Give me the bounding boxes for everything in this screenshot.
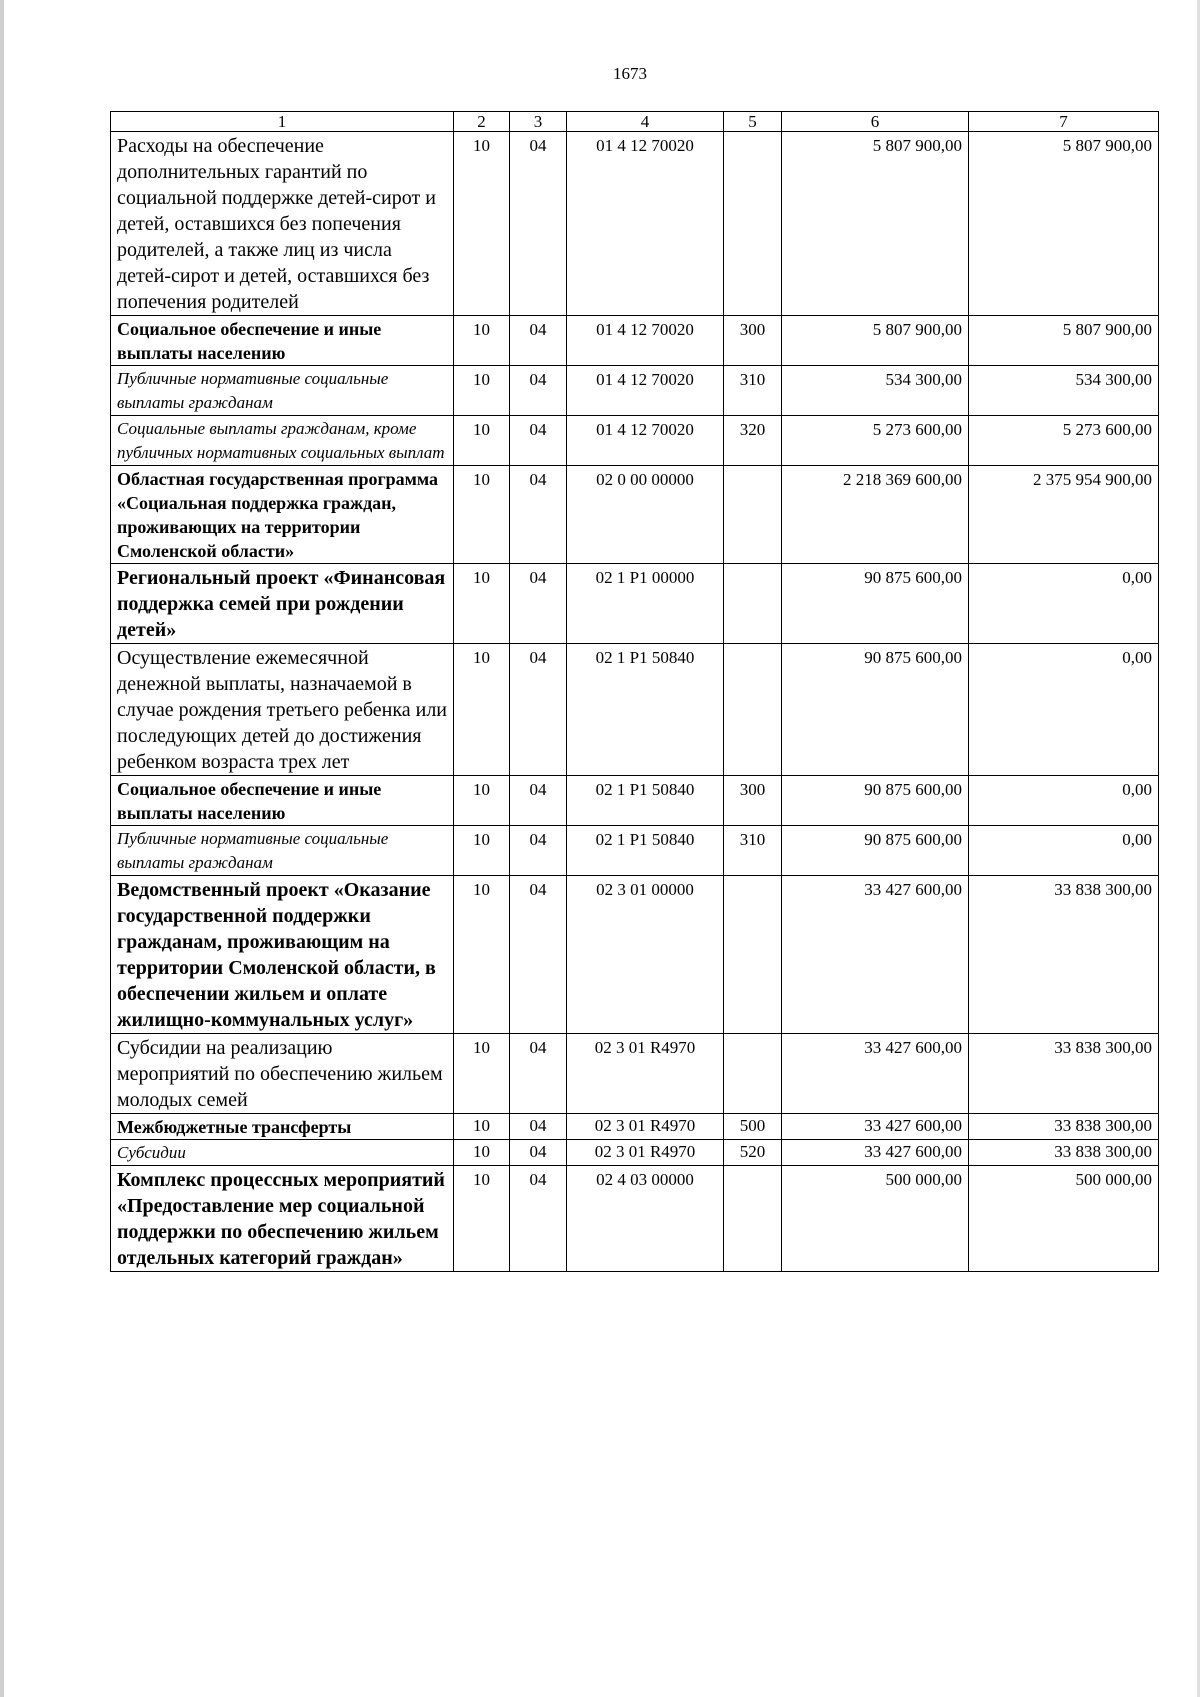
target-article-cell: 01 4 12 70020 [567, 316, 724, 366]
expense-type-cell: 300 [724, 776, 782, 826]
table-row [111, 1114, 1159, 1140]
expense-type-cell: 310 [724, 366, 782, 416]
section-code-cell: 10 [454, 564, 510, 644]
subsection-code-cell: 04 [510, 466, 567, 564]
table-row [111, 132, 1159, 316]
column-header: 1 [111, 112, 454, 132]
row-name-cell: Публичные нормативные социальные выплаты гражданам [111, 826, 454, 876]
table-row [111, 776, 1159, 826]
amount-year-2-cell: 500 000,00 [969, 1166, 1159, 1272]
amount-year-2-cell: 2 375 954 900,00 [969, 466, 1159, 564]
section-code-cell: 10 [454, 776, 510, 826]
section-code-cell: 10 [454, 132, 510, 316]
amount-year-2-cell: 0,00 [969, 776, 1159, 826]
expense-type-cell [724, 644, 782, 776]
subsection-code-cell: 04 [510, 316, 567, 366]
column-header: 7 [969, 112, 1159, 132]
target-article-cell: 02 3 01 R4970 [567, 1034, 724, 1114]
expense-type-cell [724, 876, 782, 1034]
expense-type-cell: 300 [724, 316, 782, 366]
expense-type-cell: 310 [724, 826, 782, 876]
amount-year-2-cell: 33 838 300,00 [969, 1140, 1159, 1166]
table-row [111, 366, 1159, 416]
expense-type-cell [724, 132, 782, 316]
table-row [111, 416, 1159, 466]
table-row [111, 316, 1159, 366]
target-article-cell: 02 3 01 00000 [567, 876, 724, 1034]
amount-year-2-cell: 33 838 300,00 [969, 876, 1159, 1034]
amount-year-1-cell: 534 300,00 [782, 366, 969, 416]
amount-year-2-cell: 534 300,00 [969, 366, 1159, 416]
amount-year-1-cell: 5 807 900,00 [782, 132, 969, 316]
expense-type-cell [724, 466, 782, 564]
amount-year-1-cell: 5 273 600,00 [782, 416, 969, 466]
expense-type-cell: 520 [724, 1140, 782, 1166]
row-name-cell: Социальное обеспечение и иные выплаты населению [111, 776, 454, 826]
column-number-row [111, 112, 1159, 132]
row-name-cell: Областная государственная программа «Социальная поддержка граждан, проживающих на территории Смоленской области» [111, 466, 454, 564]
subsection-code-cell: 04 [510, 876, 567, 1034]
amount-year-2-cell: 33 838 300,00 [969, 1114, 1159, 1140]
amount-year-1-cell: 90 875 600,00 [782, 826, 969, 876]
amount-year-1-cell: 33 427 600,00 [782, 1034, 969, 1114]
target-article-cell: 02 1 P1 50840 [567, 644, 724, 776]
section-code-cell: 10 [454, 876, 510, 1034]
section-code-cell: 10 [454, 1114, 510, 1140]
subsection-code-cell: 04 [510, 1166, 567, 1272]
expense-type-cell [724, 1034, 782, 1114]
page-number: 1673 [613, 64, 647, 83]
amount-year-1-cell: 33 427 600,00 [782, 1140, 969, 1166]
row-name-cell: Социальное обеспечение и иные выплаты населению [111, 316, 454, 366]
subsection-code-cell: 04 [510, 416, 567, 466]
amount-year-1-cell: 90 875 600,00 [782, 776, 969, 826]
amount-year-1-cell: 500 000,00 [782, 1166, 969, 1272]
row-name-cell: Комплекс процессных мероприятий «Предоставление мер социальной поддержки по обеспечению жильем отдельных категорий граждан» [111, 1166, 454, 1272]
table-row [111, 1140, 1159, 1166]
column-header: 6 [782, 112, 969, 132]
amount-year-2-cell: 33 838 300,00 [969, 1034, 1159, 1114]
table-row [111, 1034, 1159, 1114]
expense-type-cell [724, 564, 782, 644]
expense-type-cell: 320 [724, 416, 782, 466]
amount-year-2-cell: 0,00 [969, 826, 1159, 876]
scan-edge-left [0, 0, 4, 1697]
row-name-cell: Субсидии на реализацию мероприятий по обеспечению жильем молодых семей [111, 1034, 454, 1114]
subsection-code-cell: 04 [510, 644, 567, 776]
target-article-cell: 02 4 03 00000 [567, 1166, 724, 1272]
subsection-code-cell: 04 [510, 564, 567, 644]
row-name-cell: Ведомственный проект «Оказание государственной поддержки гражданам, проживающим на территории Смоленской области, в обеспечении жильем и оплате жилищно-коммунальных услуг» [111, 876, 454, 1034]
row-name-cell: Социальные выплаты гражданам, кроме публичных нормативных социальных выплат [111, 416, 454, 466]
target-article-cell: 02 1 P1 00000 [567, 564, 724, 644]
amount-year-2-cell: 5 273 600,00 [969, 416, 1159, 466]
row-name-cell: Публичные нормативные социальные выплаты гражданам [111, 366, 454, 416]
section-code-cell: 10 [454, 316, 510, 366]
subsection-code-cell: 04 [510, 1114, 567, 1140]
table-row [111, 564, 1159, 644]
amount-year-2-cell: 5 807 900,00 [969, 132, 1159, 316]
target-article-cell: 02 0 00 00000 [567, 466, 724, 564]
amount-year-1-cell: 33 427 600,00 [782, 1114, 969, 1140]
amount-year-2-cell: 0,00 [969, 564, 1159, 644]
target-article-cell: 01 4 12 70020 [567, 132, 724, 316]
amount-year-1-cell: 90 875 600,00 [782, 644, 969, 776]
row-name-cell: Субсидии [111, 1140, 454, 1166]
section-code-cell: 10 [454, 826, 510, 876]
table-row [111, 644, 1159, 776]
budget-table-body [111, 132, 1159, 1272]
amount-year-1-cell: 90 875 600,00 [782, 564, 969, 644]
expense-type-cell: 500 [724, 1114, 782, 1140]
column-header: 4 [567, 112, 724, 132]
subsection-code-cell: 04 [510, 1034, 567, 1114]
column-header: 2 [454, 112, 510, 132]
subsection-code-cell: 04 [510, 776, 567, 826]
section-code-cell: 10 [454, 366, 510, 416]
subsection-code-cell: 04 [510, 826, 567, 876]
row-name-cell: Межбюджетные трансферты [111, 1114, 454, 1140]
expense-type-cell [724, 1166, 782, 1272]
table-row [111, 826, 1159, 876]
section-code-cell: 10 [454, 1140, 510, 1166]
table-row [111, 1166, 1159, 1272]
subsection-code-cell: 04 [510, 366, 567, 416]
amount-year-1-cell: 2 218 369 600,00 [782, 466, 969, 564]
section-code-cell: 10 [454, 644, 510, 776]
section-code-cell: 10 [454, 416, 510, 466]
amount-year-2-cell: 5 807 900,00 [969, 316, 1159, 366]
target-article-cell: 01 4 12 70020 [567, 366, 724, 416]
row-name-cell: Осуществление ежемесячной денежной выплаты, назначаемой в случае рождения третьего ребенка или последующих детей до достижения ребенком возраста трех лет [111, 644, 454, 776]
section-code-cell: 10 [454, 1034, 510, 1114]
amount-year-2-cell: 0,00 [969, 644, 1159, 776]
column-header: 3 [510, 112, 567, 132]
target-article-cell: 02 1 P1 50840 [567, 826, 724, 876]
target-article-cell: 02 3 01 R4970 [567, 1114, 724, 1140]
section-code-cell: 10 [454, 1166, 510, 1272]
subsection-code-cell: 04 [510, 1140, 567, 1166]
target-article-cell: 02 1 P1 50840 [567, 776, 724, 826]
amount-year-1-cell: 33 427 600,00 [782, 876, 969, 1034]
target-article-cell: 01 4 12 70020 [567, 416, 724, 466]
section-code-cell: 10 [454, 466, 510, 564]
subsection-code-cell: 04 [510, 132, 567, 316]
amount-year-1-cell: 5 807 900,00 [782, 316, 969, 366]
budget-table [110, 111, 1159, 1272]
row-name-cell: Расходы на обеспечение дополнительных гарантий по социальной поддержке детей-сирот и детей, оставшихся без попечения родителей, а также лиц из числа детей-сирот и детей, оставшихся без попечения родителей [111, 132, 454, 316]
target-article-cell: 02 3 01 R4970 [567, 1140, 724, 1166]
table-row [111, 876, 1159, 1034]
column-header: 5 [724, 112, 782, 132]
row-name-cell: Региональный проект «Финансовая поддержка семей при рождении детей» [111, 564, 454, 644]
table-row [111, 466, 1159, 564]
